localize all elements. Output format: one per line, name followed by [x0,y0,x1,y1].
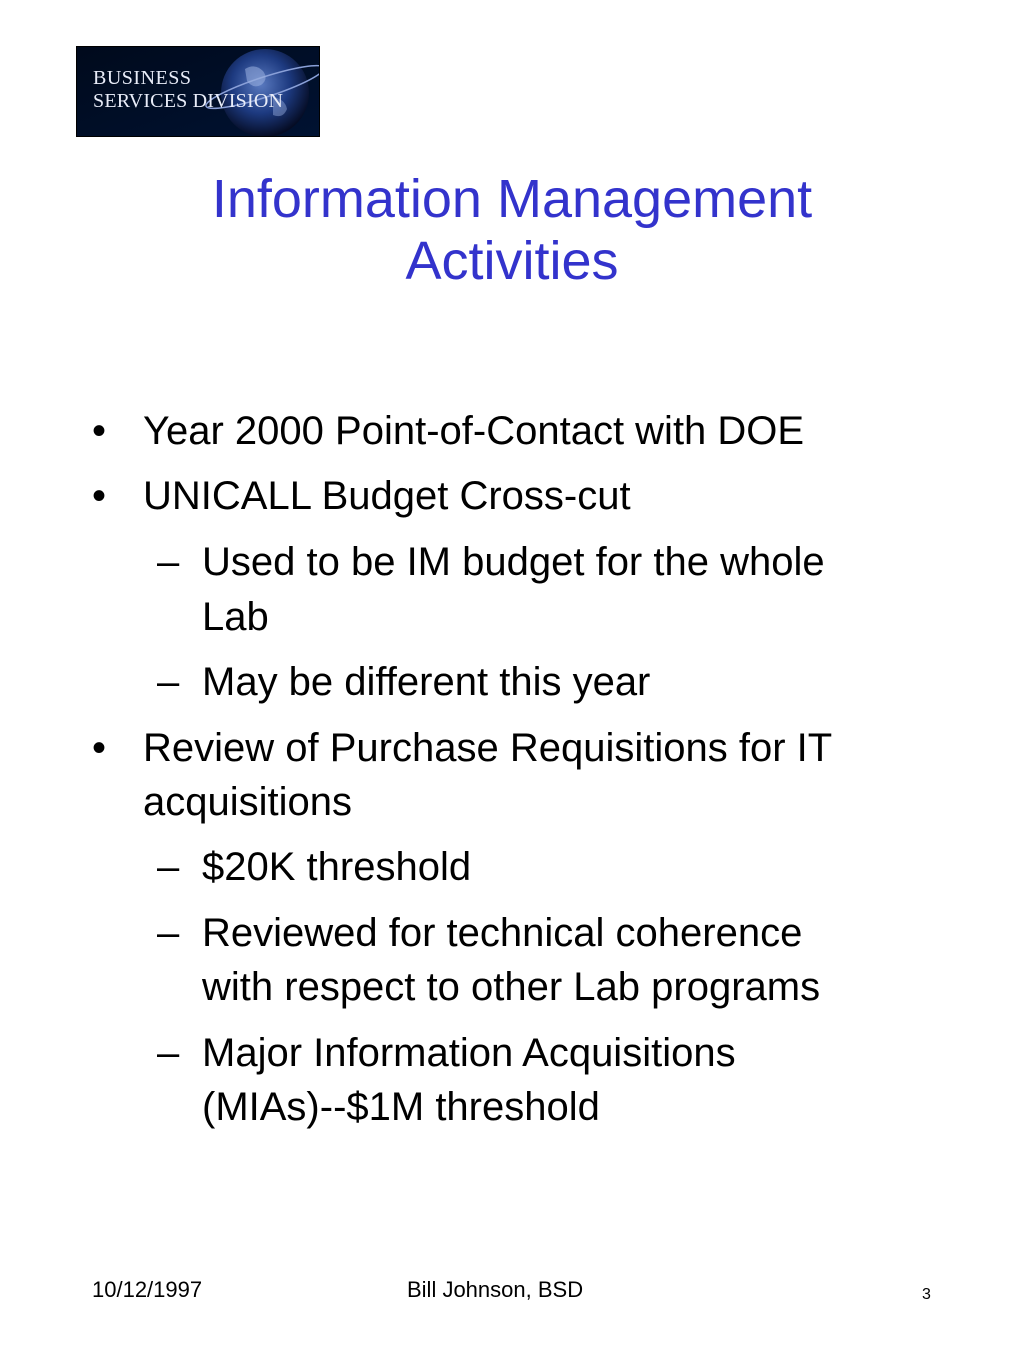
sub-bullet-item: Used to be IM budget for the whole [202,540,825,584]
slide-title-line2: Activities [405,231,619,291]
sub-bullet-item: $20K threshold [202,845,472,889]
sub-bullet-item: May be different this year [202,660,651,704]
sub-bullet-marker: – [157,911,180,955]
bullet-marker: • [92,726,107,770]
sub-bullet-item: Reviewed for technical coherence [202,911,803,955]
sub-bullet-item-continuation: with respect to other Lab programs [202,965,821,1009]
sub-bullet-marker: – [157,660,180,704]
bullet-item-continuation: acquisitions [143,780,353,824]
business-services-division-logo [76,46,320,137]
bullet-item: Review of Purchase Requisitions for IT [143,726,833,770]
logo-text-line1: BUSINESS [93,67,192,89]
slide-title-line1: Information Management [211,169,813,229]
sub-bullet-item-continuation: (MIAs)--$1M threshold [202,1085,600,1129]
sub-bullet-item-continuation: Lab [202,595,269,639]
logo-text-line2: SERVICES DIVISION [93,90,284,112]
sub-bullet-marker: – [157,1031,180,1075]
bullet-marker: • [92,474,107,518]
bullet-item: Year 2000 Point-of-Contact with DOE [143,409,805,453]
sub-bullet-marker: – [157,845,180,889]
slide-title [0,168,1024,292]
footer-date: 10/12/1997 [92,1277,203,1302]
footer-author: Bill Johnson, BSD [407,1277,584,1302]
bullet-item: UNICALL Budget Cross-cut [143,474,631,518]
footer-page-number: 3 [922,1286,931,1303]
sub-bullet-item: Major Information Acquisitions [202,1031,736,1075]
bullet-marker: • [92,409,107,453]
sub-bullet-marker: – [157,540,180,584]
